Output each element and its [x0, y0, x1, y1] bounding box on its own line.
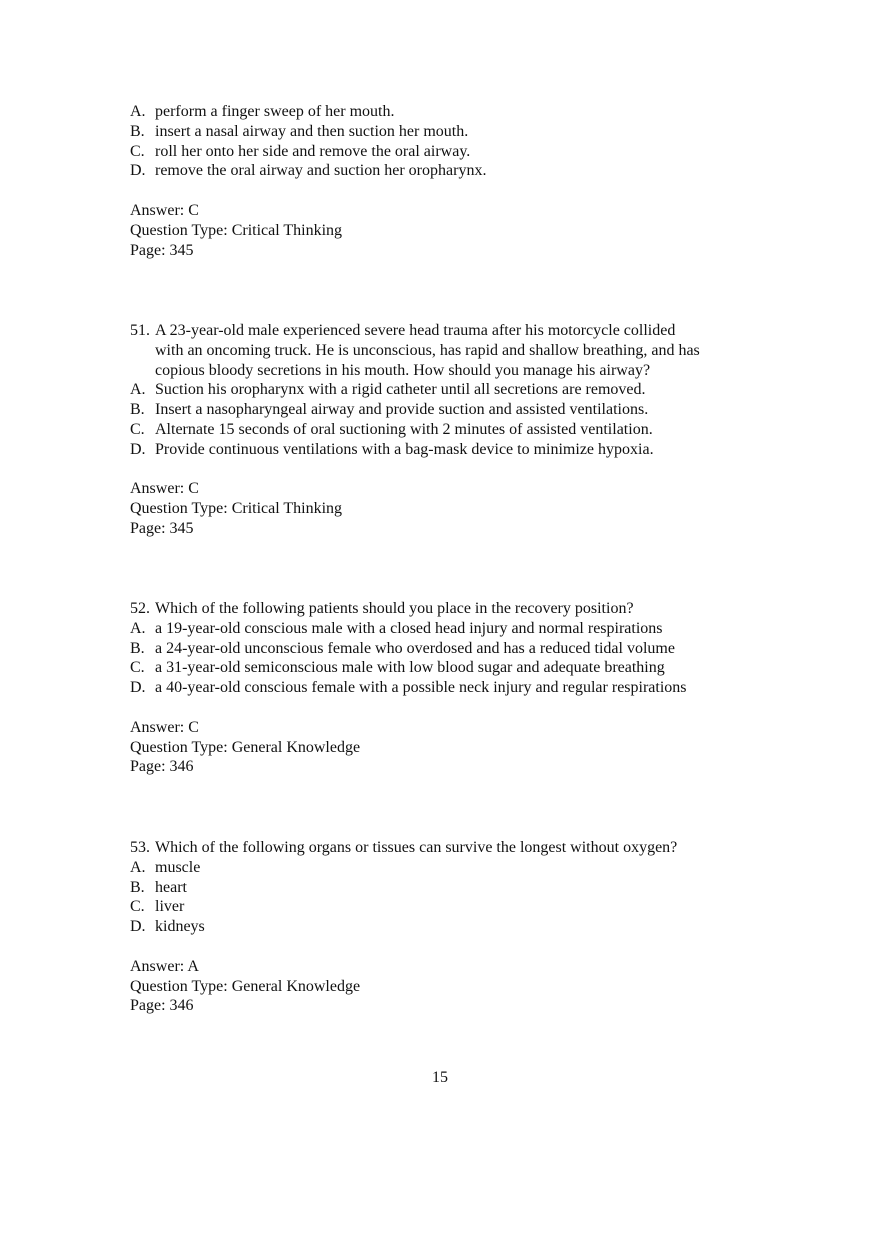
question-block-51 [130, 321, 770, 539]
option-letter: A. [130, 858, 146, 876]
question-stem-line: Which of the following organs or tissues can survive the longest without oxygen? [155, 839, 678, 856]
page-number: 15 [432, 1069, 448, 1086]
page-reference-line: Page: 346 [130, 997, 194, 1015]
option-a [130, 619, 770, 639]
option-letter: A. [130, 381, 146, 399]
answer-line: Answer: C [130, 480, 199, 498]
option-text: liver [155, 898, 185, 916]
question-block-52 [130, 599, 770, 777]
question-stem [130, 321, 770, 341]
option-letter: C. [130, 420, 145, 438]
option-c [130, 420, 770, 440]
option-c [130, 142, 770, 162]
option-text: a 31-year-old semiconscious male with low blood sugar and adequate breathing [155, 659, 665, 677]
option-letter: C. [130, 898, 145, 916]
option-text: Suction his oropharynx with a rigid catheter until all secretions are removed. [155, 381, 646, 399]
question-stem-line: with an oncoming truck. He is unconscious, has rapid and shallow breathing, and has [155, 341, 700, 359]
option-letter: B. [130, 639, 145, 657]
option-b [130, 122, 770, 142]
option-letter: A. [130, 619, 146, 637]
option-d [130, 678, 770, 698]
question-type-line: Question Type: Critical Thinking [130, 500, 343, 518]
option-letter: D. [130, 440, 146, 458]
option-b [130, 878, 770, 898]
option-c [130, 658, 770, 678]
question-stem [130, 599, 770, 619]
option-d [130, 440, 770, 460]
page-reference-line: Page: 345 [130, 519, 194, 537]
question-number: 52. [130, 600, 150, 617]
option-b [130, 639, 770, 659]
option-text: heart [155, 878, 187, 896]
option-text: a 19-year-old conscious male with a closed head injury and normal respirations [155, 619, 663, 637]
option-a [130, 858, 770, 878]
option-text: Alternate 15 seconds of oral suctioning with 2 minutes of assisted ventilation. [155, 420, 653, 438]
option-text: roll her onto her side and remove the oral airway. [155, 142, 471, 160]
option-text: muscle [155, 858, 201, 876]
option-a [130, 102, 770, 122]
question-type-line: Question Type: Critical Thinking [130, 221, 343, 239]
question-stem [130, 838, 770, 858]
option-d [130, 917, 770, 937]
question-type-line: Question Type: General Knowledge [130, 977, 361, 995]
option-text: kidneys [155, 918, 205, 936]
option-d [130, 161, 770, 181]
question-block-50-continued [130, 102, 770, 260]
option-text: remove the oral airway and suction her oropharynx. [155, 162, 487, 180]
question-stem-line: copious bloody secretions in his mouth. How should you manage his airway? [155, 361, 651, 379]
option-text: a 24-year-old unconscious female who overdosed and has a reduced tidal volume [155, 639, 675, 657]
option-letter: D. [130, 918, 146, 936]
option-letter: B. [130, 401, 145, 419]
answer-line: Answer: C [130, 718, 199, 736]
question-stem-line: A 23-year-old male experienced severe head trauma after his motorcycle collided [155, 322, 676, 339]
page-reference-line: Page: 346 [130, 758, 194, 776]
question-number: 51. [130, 322, 150, 339]
option-text: a 40-year-old conscious female with a possible neck injury and regular respirations [155, 679, 687, 697]
option-text: Insert a nasopharyngeal airway and provide suction and assisted ventilations. [155, 401, 649, 419]
answer-line: Answer: C [130, 201, 199, 219]
option-c [130, 897, 770, 917]
option-letter: A. [130, 103, 146, 120]
page-reference-line: Page: 345 [130, 241, 194, 259]
question-block-53 [130, 838, 770, 1016]
option-letter: B. [130, 878, 145, 896]
question-type-line: Question Type: General Knowledge [130, 738, 361, 756]
option-letter: C. [130, 142, 145, 160]
question-number: 53. [130, 839, 150, 856]
option-letter: D. [130, 679, 146, 697]
answer-line: Answer: A [130, 957, 199, 975]
question-stem-line: Which of the following patients should you place in the recovery position? [155, 600, 634, 617]
option-b [130, 400, 770, 420]
option-a [130, 380, 770, 400]
option-text: insert a nasal airway and then suction her mouth. [155, 122, 469, 140]
option-letter: C. [130, 659, 145, 677]
option-letter: D. [130, 162, 146, 180]
option-letter: B. [130, 122, 145, 140]
option-text: Provide continuous ventilations with a bag-mask device to minimize hypoxia. [155, 440, 654, 458]
option-text: perform a finger sweep of her mouth. [155, 103, 395, 120]
